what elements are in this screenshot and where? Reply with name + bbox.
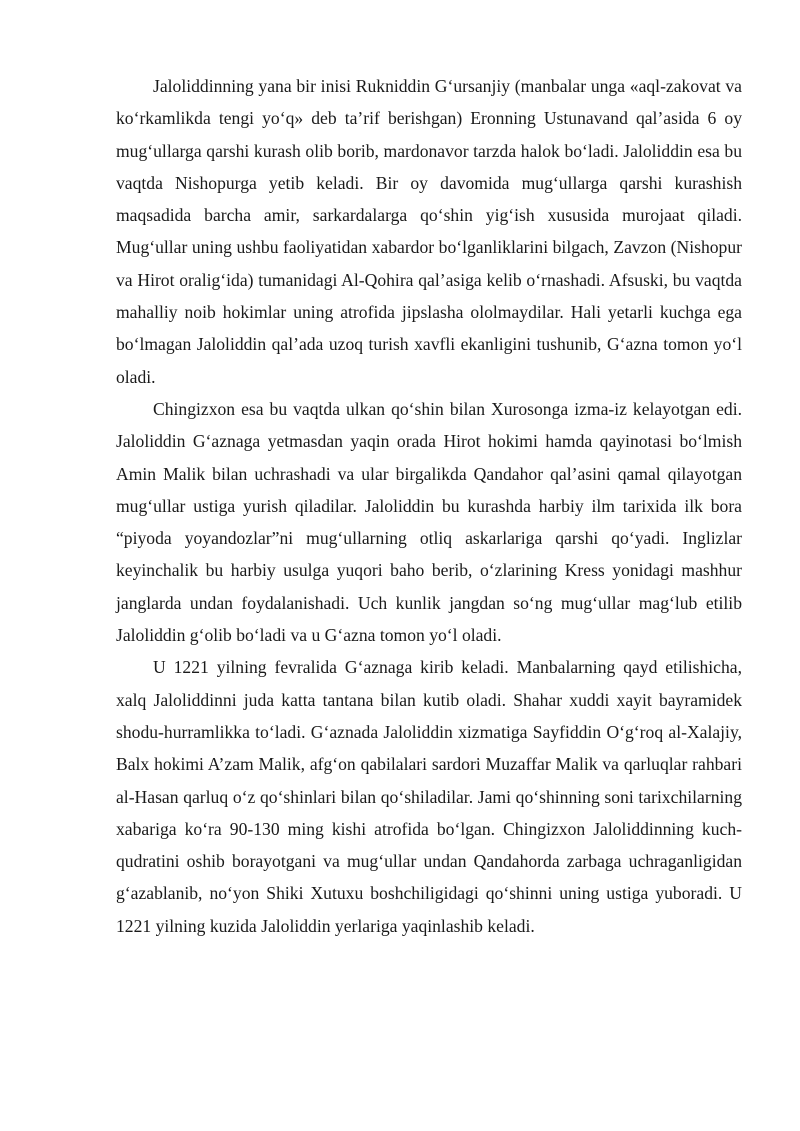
paragraph-1: Jaloliddinning yana bir inisi Rukniddin G‘ursanjiy (manbalar unga «aql-zakovat va ko‘rkamlikda tengi yo‘q» deb ta’rif berishgan) Eronning Ustunavand qal’asida 6 oy mug‘ullarga qarshi kurash olib borib, mardonavor tarzda halok bo‘ladi. Jaloliddin esa bu vaqtda Nishopurga yetib keladi. Bir oy davomida mug‘ullarga qarshi kurashish maqsadida barcha amir, sarkardalarga qo‘shin yig‘ish xususida murojaat qiladi. Mug‘ullar uning ushbu faoliyatidan xabardor bo‘lganliklarini bilgach, Zavzon (Nishopur va Hirot oralig‘ida) tumanidagi Al-Qohira qal’asiga kelib o‘rnashadi. Afsuski, bu vaqtda mahalliy noib hokimlar uning atrofida jipslasha ololmaydilar. Hali yetarli kuchga ega bo‘lmagan Jaloliddin qal’ada uzoq turish xavfli ekanligini tushunib, G‘azna tomon yo‘l oladi. <box>116 76 742 387</box>
paragraph-2: Chingizxon esa bu vaqtda ulkan qo‘shin bilan Xurosonga izma-iz kelayotgan edi. Jaloliddin G‘aznaga yetmasdan yaqin orada Hirot hokimi hamda qayinotasi bo‘lmish Amin Malik bilan uchrashadi va ular birgalikda Qandahor qal’asini qamal qilayotgan mug‘ullar ustiga yurish qiladilar. Jaloliddin bu kurashda harbiy ilm tarixida ilk bora “piyoda yoyandozlar”ni mug‘ullarning otliq askarlariga qarshi qo‘yadi. Inglizlar keyinchalik bu harbiy usulga yuqori baho berib, o‘zlarining Kress yonidagi mashhur janglarda undan foydalanishadi. Uch kunlik jangdan so‘ng mug‘ullar mag‘lub etilib Jaloliddin g‘olib bo‘ladi va u G‘azna tomon yo‘l oladi. <box>116 398 742 646</box>
document-body <box>116 70 742 942</box>
paragraph-3: U 1221 yilning fevralida G‘aznaga kirib keladi. Manbalarning qayd etilishicha, xalq Jaloliddinni juda katta tantana bilan kutib oladi. Shahar xuddi xayit bayramidek shodu-hurramlikka to‘ladi. G‘aznada Jaloliddin xizmatiga Sayfiddin O‘g‘roq al-Xalajiy, Balx hokimi A’zam Malik, afg‘on qabilalari sardori Muzaffar Malik va qarluqlar rahbari al-Hasan qarluq o‘z qo‘shinlari bilan qo‘shiladilar. Jami qo‘shinning soni tarixchilarning xabariga ko‘ra 90-130 ming kishi atrofida bo‘lgan. Chingizxon Jaloliddinning kuch-qudratini oshib borayotgani va mug‘ullar undan Qandahorda zarbaga uchraganligidan g‘azablanib, no‘yon Shiki Xutuxu boshchiligidagi qo‘shinni uning ustiga yuboradi. U 1221 yilning kuzida Jaloliddin yerlariga yaqinlashib keladi. <box>116 657 742 936</box>
